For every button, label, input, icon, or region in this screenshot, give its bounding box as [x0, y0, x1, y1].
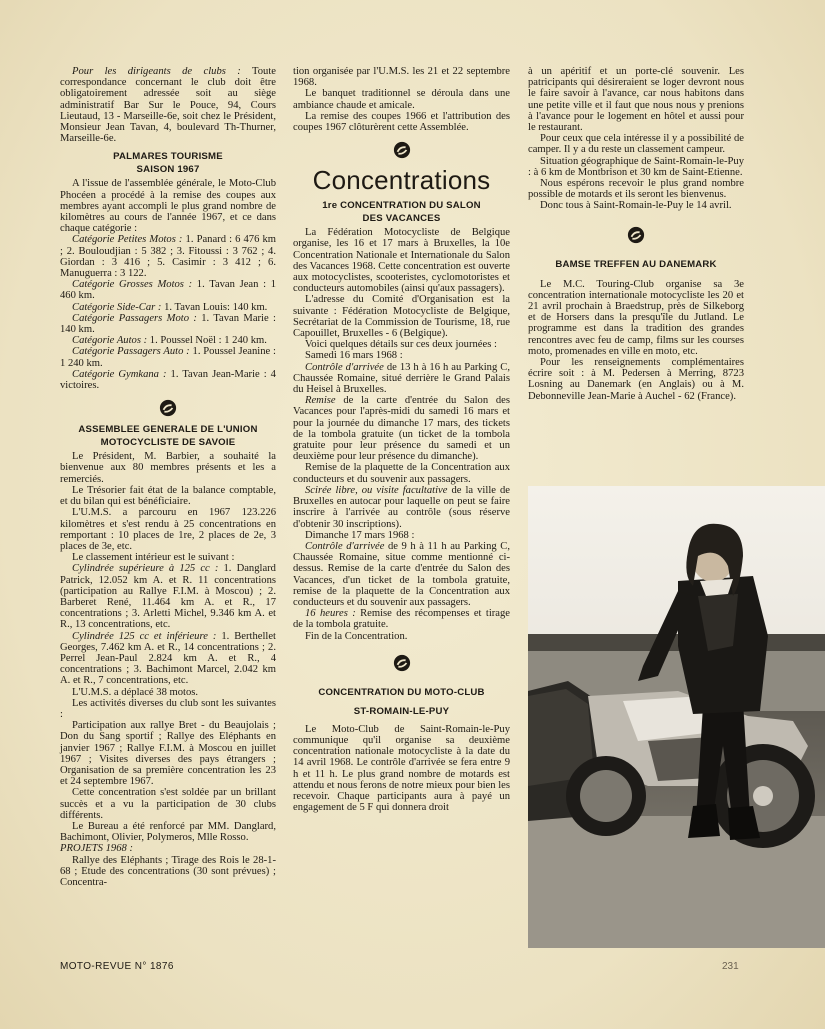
paragraph: PROJETS 1968 :	[60, 843, 133, 855]
paragraph: Le Bureau a été renforcé par MM. Danglard, Bachimont, Olivier, Polymeros, Mlle Rosso.	[60, 820, 276, 844]
category-entry: Catégorie Passagers Moto : 1. Tavan Marie : 140 km.	[60, 312, 276, 336]
paragraph: Les activités diverses du club sont les suivantes :	[60, 697, 276, 720]
paragraph: Pour ceux que cela intéresse il y a possibilité de camper. Il y a du reste un classement campeur.	[528, 133, 744, 156]
category-entry: Catégorie Side-Car : 1. Tavan Louis: 140 km.	[72, 301, 268, 313]
paragraph: Le classement intérieur est le suivant :	[72, 552, 235, 564]
paragraph: tion organisée par l'U.M.S. les 21 et 22 septembre 1968.	[293, 66, 510, 89]
club-logo-icon	[393, 141, 411, 159]
paragraph: Fin de la Concentration.	[305, 630, 408, 642]
paragraph: Situation géographique de Saint-Romain-le-Puy : à 6 km de Montbrison et 30 km de Saint-Etienne.	[528, 155, 744, 178]
paragraph: Contrôle d'arrivée de 13 h à 16 h au Parking C, Chaussée Romaine, situé derrière le Grand Palais du Heisel à Bruxelles.	[293, 361, 510, 396]
heading-bamse: BAMSE TREFFEN AU DANEMARK	[555, 258, 717, 270]
paragraph: Cylindrée supérieure à 125 cc : 1. Danglard Patrick, 12.052 km A. et R. 11 concentrations (participation au Rallye F.I.M. à Moscou) ; 2. Barberet René, 11.464 km A. et R., 17 concentrations ; 3. Arletti Michel, 9.346 km A. et R., 13 concentrations, etc.	[60, 563, 276, 631]
paragraph: La remise des coupes 1966 et l'attribution des coupes 1967 clôturèrent cette Assemblée.	[293, 110, 510, 134]
club-logo-icon	[393, 654, 411, 672]
paragraph: Remise de la plaquette de la Concentration aux conducteurs et du souvenir aux passagers.	[293, 462, 510, 485]
paragraph: L'U.M.S. a déplacé 38 motos.	[72, 686, 199, 698]
column-1	[60, 66, 276, 888]
paragraph: Contrôle d'arrivée de 9 h à 11 h au Parking C, Chaussée Romaine, situe comme mentionné ci-dessus. Remise de la carte d'entrée du Salon des Vacances, d'un ticket de la tombola gratuite, remise de la plaquette de la Concentration aux conducteurs et du souvenir aux passagers.	[293, 540, 510, 608]
paragraph: Cylindrée 125 cc et inférieure : 1. Berthellet Georges, 7.462 km A. et R., 14 concentrations ; 2. Perrel Jean-Paul 2.824 km A. et R., 4 concentrations ; 3. Bachimont Marcel, 2.042 km A. et R., 7 concentrations, etc.	[60, 630, 276, 687]
heading-salon: 1re CONCENTRATION DU SALON DES VACANCES	[322, 200, 481, 225]
paragraph: 16 heures : Remise des récompenses et tirage de la tombola gratuite.	[293, 608, 510, 631]
paragraph: à un apéritif et un porte-clé souvenir. Les patricipants qui désireraient se loger devront nous le faire savoir à l'avance, car nous habitons dans une petite ville et il faut que nous nous y prenions à l'avance pour le logement en hôtel et aussi pour le restaurant.	[528, 66, 744, 134]
footer-magazine-issue: MOTO-REVUE N° 1876	[60, 961, 174, 972]
category-entry: Catégorie Grosses Motos : 1. Tavan Jean : 1 460 km.	[60, 279, 276, 302]
category-list	[60, 234, 276, 391]
paragraph: Pour les renseignements complémentaires écrire soit : à M. Pedersen à Merring, 8723 Losning au Danemark (en Anglais) ou à M. Debonneville Jean-Marie à Auchel - 62 (France).	[528, 357, 744, 402]
paragraph: Cette concentration s'est soldée par un brillant succès et a vu la participation de 30 clubs différents.	[60, 787, 276, 821]
category-entry: Catégorie Autos : 1. Poussel Noël : 1 240 km.	[72, 335, 267, 347]
heading-st-romain: ST-ROMAIN-LE-PUY	[353, 705, 450, 717]
paragraph: Samedi 16 mars 1968 :	[305, 350, 403, 362]
photo-illustration	[528, 486, 825, 948]
paragraph: Voici quelques détails sur ces deux journées :	[305, 339, 497, 351]
category-entry: Catégorie Passagers Auto : 1. Poussel Jeanine : 1 240 km.	[60, 346, 277, 369]
category-entry: Catégorie Petites Motos : 1. Panard : 6 476 km ; 2. Bouloudjian : 5 382 ; 3. Fitoussi : 3 762 ; 4. Giordan : 3 416 ; 5. Casimir : 3 412 ; 6. Manuguerra : 3 122.	[60, 234, 277, 280]
paragraph: Le Président, M. Barbier, a souhaité la bienvenue aux 80 membres présents et les a remerciés.	[60, 451, 276, 485]
paragraph: La Fédération Motocycliste de Belgique organise, les 16 et 17 mars à Bruxelles, la 10e Concentration Nationale et Internationale du Salon des Vacances 1968. Cette concentration est ouverte aux motocyclistes, scooteristes, cyclomotoristes et conducteurs automobiles (ainsi qu'aux passagers).	[293, 227, 510, 295]
heading-assemblee: ASSEMBLEE GENERALE DE L'UNION MOTOCYCLISTE DE SAVOIE	[78, 424, 258, 449]
footer-page-number: 231	[722, 961, 739, 972]
heading-palmares: PALMARES TOURISME	[113, 151, 223, 163]
paragraph: L'adresse du Comité d'Organisation est la suivante : Fédération Motocycliste de Belgique, Secrétariat de la Commission de Tourisme, 18, rue Capouillet, Bruxelles - 6 (Belgique).	[293, 294, 510, 340]
paragraph: Dimanche 17 mars 1968 :	[305, 529, 415, 541]
heading-moto-club: CONCENTRATION DU MOTO-CLUB	[318, 686, 485, 698]
paragraph: Scirée libre, ou visite facultative de la ville de Bruxelles en autocar pour laquelle on peut se faire inscrire à l'arrivée au contrôle (sous réserve d'obtenir 30 inscriptions).	[293, 484, 510, 530]
heading-saison: SAISON 1967	[136, 164, 200, 176]
motorcyclist-photo	[528, 486, 825, 948]
section-title: Concentrations	[312, 165, 491, 196]
paragraph: Pour les dirigeants de clubs : Toute correspondance concernant le club doit être obligatoirement adressée soit au siège administratif Bar Sur le Pouce, 94, Cours Lieutaud, 13 - Marseille-6e, soit chez le Président, Monsieur Jean Tavan, 4, boulevard Th-Thurner, Marseille-6e.	[60, 66, 276, 145]
paragraph: Le Trésorier fait état de la balance comptable, et du bilan qui est bénéficiaire.	[60, 484, 276, 508]
column-2	[293, 66, 510, 813]
paragraph: Donc tous à Saint-Romain-le-Puy le 14 avril.	[540, 200, 732, 212]
paragraph: Le Moto-Club de Saint-Romain-le-Puy communique qu'il organise sa deuxième concentration nationale motocycliste à la date du 14 avril 1968. Le contrôle d'arrivée se fera entre 9 h et 11 h. Le plus grand nombre de motards est attendu et nous ferons de notre mieux pour bien les recevoir. Chaque participants aura à payé un engagement de 5 F qui donnera droit	[293, 723, 510, 814]
category-entry: Catégorie Gymkana : 1. Tavan Jean-Marie : 4 victoires.	[60, 368, 276, 392]
paragraph: Participation aux rallye Bret - du Beaujolais ; Don du Sang sportif ; Rallye des Eléphants en janvier 1967 ; Rallye F.I.M. à Moscou en juillet 1967 ; Visites diverses des pays étrangers ; Organisation de sa première concentration les 23 et 24 septembre 1967.	[60, 720, 276, 788]
paragraph: Remise de la carte d'entrée du Salon des Vacances pour l'après-midi du samedi 16 mars et pour la journée du dimanche 17 mars, des tickets de la tombola gratuite (un ticket de la tombola gratuite pour leur présence du samedi et un deuxième pour leur présence du dimanche).	[293, 395, 510, 463]
paragraph: Le banquet traditionnel se déroula dans une ambiance chaude et amicale.	[293, 88, 510, 111]
club-logo-icon	[627, 226, 645, 244]
paragraph: Rallye des Eléphants ; Tirage des Rois le 28-1-68 ; Etude des concentrations (30 sont prévues) ; Concentra-	[60, 854, 276, 888]
paragraph: A l'issue de l'assemblée générale, le Moto-Club Phocéen a procédé à la remise des coupes aux membres ayant accompli le plus grand nombre de kilomètres au cours de l'année 1967, et ce dans chaque catégorie :	[60, 178, 276, 235]
column-3	[528, 66, 744, 402]
paragraph: Nous espérons recevoir le plus grand nombre possible de motards et ils seront les bienvenus.	[528, 178, 744, 201]
paragraph: L'U.M.S. a parcouru en 1967 123.226 kilomètres et s'est rendu à 25 concentrations en remportant : 10 places de 1re, 2 places de 2e, 3 places de 3e, etc.	[60, 507, 276, 552]
club-logo-icon	[159, 399, 177, 417]
paragraph: Le M.C. Touring-Club organise sa 3e concentration internationale motocycliste les 20 et 21 avril prochain à Braedstrup, près de Silkeborg et de Horsers dans la presqu'île du Jutland. Le programme est dans la tradition des grandes rencontres avec feu de camp, films sur les courses moto, promenades en ville en moto, etc.	[528, 278, 744, 357]
